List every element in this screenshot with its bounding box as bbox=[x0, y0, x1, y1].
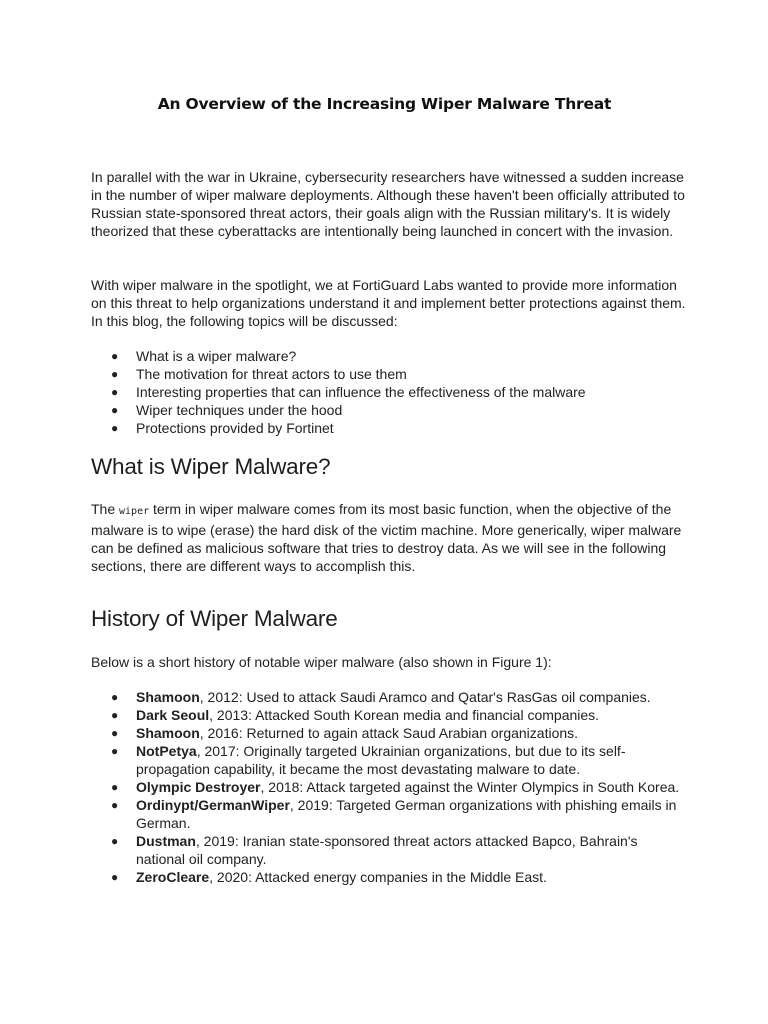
bullet-icon: ● bbox=[111, 403, 119, 417]
section-heading-history: History of Wiper Malware bbox=[91, 606, 338, 631]
bullet-icon: ● bbox=[111, 690, 119, 704]
malware-name: NotPetya bbox=[136, 743, 197, 759]
list-item: ● Olympic Destroyer, 2018: Attack targeted against the Winter Olympics in South Korea. bbox=[111, 779, 680, 795]
what-is-paragraph-block bbox=[91, 500, 686, 575]
history-list bbox=[91, 688, 686, 886]
bullet-icon: ● bbox=[111, 708, 119, 722]
intro-paragraph-1: In parallel with the war in Ukraine, cybersecurity researchers have witnessed a sudden increase in the number of wiper malware deployments. Although these haven't been officially attributed to Russian state-sponsored threat actors, their goals align with the Russian military's. It is widely theorized that these cyberattacks are intentionally being launched in concert with the invasion. bbox=[91, 169, 685, 239]
malware-name: ZeroCleare bbox=[136, 869, 210, 885]
bullet-icon: ● bbox=[111, 385, 119, 399]
malware-name: Dustman bbox=[136, 833, 196, 849]
list-item: ● The motivation for threat actors to use them bbox=[111, 366, 407, 382]
section-heading-what-is-block bbox=[91, 454, 686, 480]
malware-name: Ordinypt/GermanWiper bbox=[136, 797, 290, 813]
bullet-icon: ● bbox=[111, 349, 119, 363]
bullet-icon: ● bbox=[111, 744, 119, 758]
history-intro-paragraph: Below is a short history of notable wiper malware (also shown in Figure 1): bbox=[91, 654, 552, 670]
inline-code: wiper bbox=[119, 506, 150, 517]
intro-paragraph-2-block bbox=[91, 276, 686, 330]
list-item: ● Wiper techniques under the hood bbox=[111, 402, 343, 418]
list-item: ● Shamoon, 2012: Used to attack Saudi Aramco and Qatar's RasGas oil companies. bbox=[111, 689, 651, 705]
what-is-paragraph: The wiper term in wiper malware comes from its most basic function, when the objective of the malware is to wipe (erase) the hard disk of the victim machine. More generically, wiper malware can be defined as malicious software that tries to destroy data. As we will see in the following sections, there are different ways to accomplish this. bbox=[91, 501, 682, 574]
malware-name: Olympic Destroyer bbox=[136, 779, 261, 795]
list-item: ● Interesting properties that can influence the effectiveness of the malware bbox=[111, 384, 586, 400]
history-list-block bbox=[91, 688, 686, 886]
list-item: ● What is a wiper malware? bbox=[111, 348, 297, 364]
list-item: ● NotPetya, 2017: Originally targeted Ukrainian organizations, but due to its self-propagation capability, it became the most devastating malware to date. bbox=[111, 743, 626, 777]
bullet-icon: ● bbox=[111, 870, 119, 884]
malware-name: Dark Seoul bbox=[136, 707, 210, 723]
bullet-icon: ● bbox=[111, 780, 119, 794]
list-item: ● Dark Seoul, 2013: Attacked South Korean media and financial companies. bbox=[111, 707, 600, 723]
bullet-icon: ● bbox=[111, 798, 119, 812]
section-heading-what-is: What is Wiper Malware? bbox=[91, 454, 331, 479]
list-item: ● Dustman, 2019: Iranian state-sponsored threat actors attacked Bapco, Bahrain's national oil company. bbox=[111, 833, 638, 867]
bullet-icon: ● bbox=[111, 834, 119, 848]
malware-name: Shamoon bbox=[136, 689, 200, 705]
list-item: ● Shamoon, 2016: Returned to again attack Saud Arabian organizations. bbox=[111, 725, 579, 741]
list-item: ● Protections provided by Fortinet bbox=[111, 420, 334, 436]
bullet-icon: ● bbox=[111, 726, 119, 740]
list-item: ● ZeroCleare, 2020: Attacked energy companies in the Middle East. bbox=[111, 869, 547, 885]
topics-list bbox=[91, 347, 686, 437]
bullet-icon: ● bbox=[111, 367, 119, 381]
section-heading-history-block bbox=[91, 606, 686, 632]
list-item: ● Ordinypt/GermanWiper, 2019: Targeted German organizations with phishing emails in German. bbox=[111, 797, 677, 831]
intro-paragraph-2: With wiper malware in the spotlight, we at FortiGuard Labs wanted to provide more information on this threat to help organizations understand it and implement better protections against them. In this blog, the following topics will be discussed: bbox=[91, 277, 686, 329]
history-intro-block bbox=[91, 653, 686, 671]
intro-paragraph-1-block bbox=[91, 168, 686, 240]
malware-name: Shamoon bbox=[136, 725, 200, 741]
topics-list-block bbox=[91, 347, 686, 437]
document-title: An Overview of the Increasing Wiper Malware Threat bbox=[157, 95, 612, 113]
bullet-icon: ● bbox=[111, 421, 119, 435]
